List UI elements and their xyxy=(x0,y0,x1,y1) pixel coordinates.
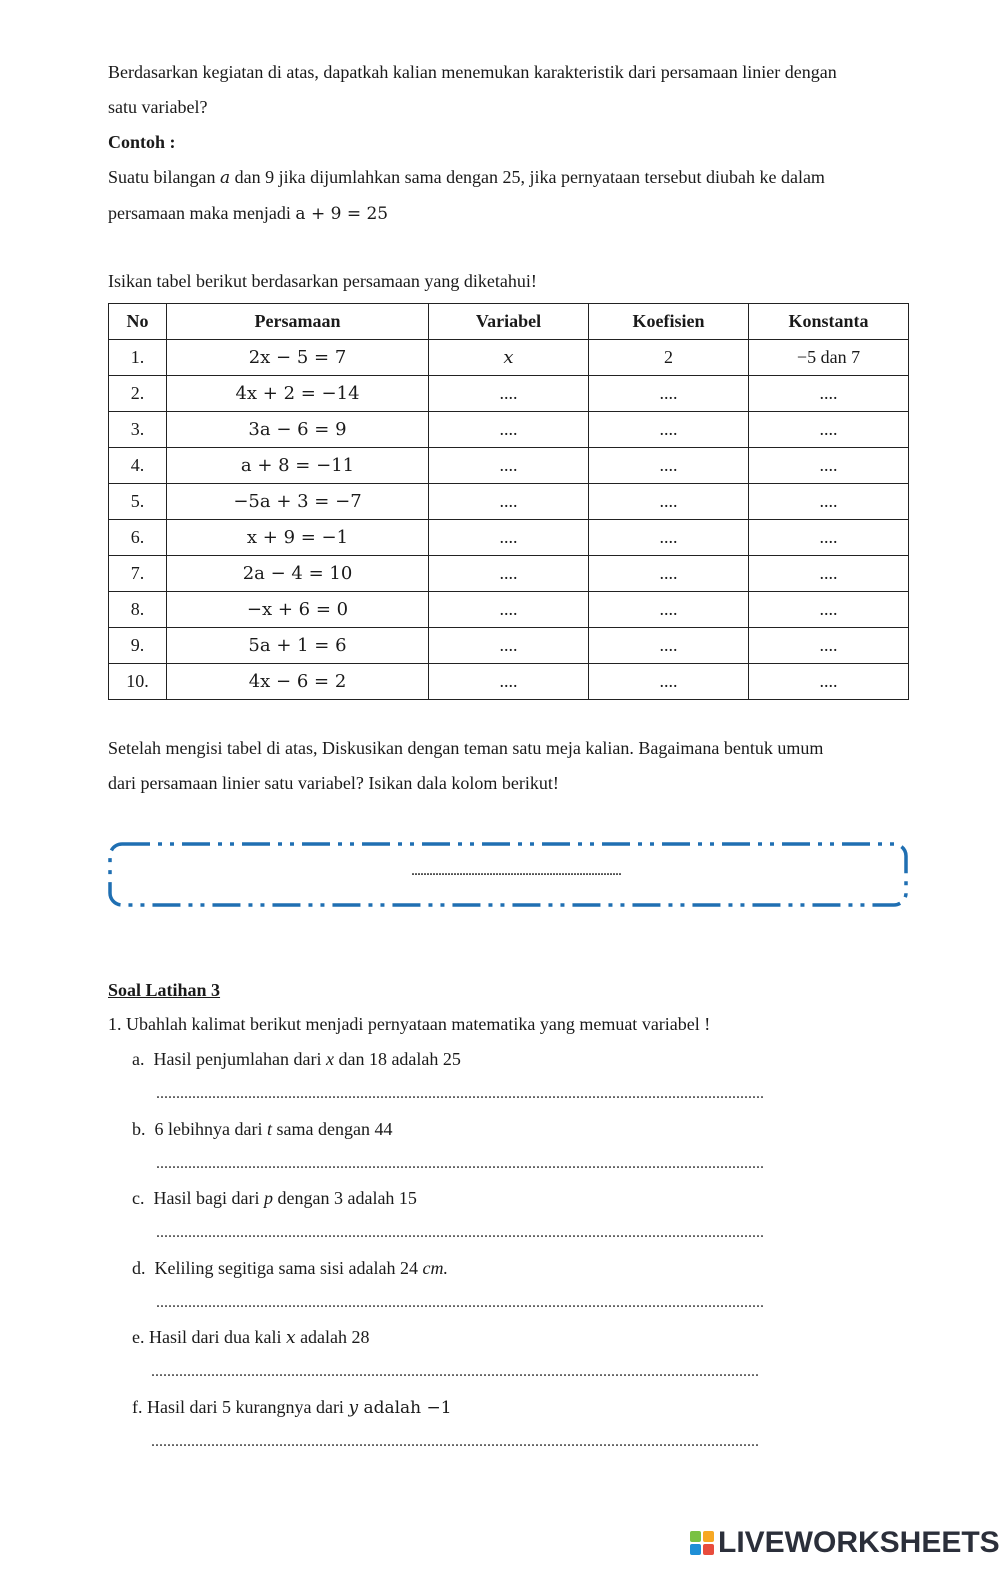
cell-equation: 4x − 6 = 2 xyxy=(167,664,429,700)
exercise-item-c xyxy=(132,1188,417,1209)
answer-line-a[interactable]: ........................................................................................................................................................ xyxy=(156,1085,764,1102)
cell-variable-input[interactable]: .... xyxy=(429,556,589,592)
exercise-item-d xyxy=(132,1258,448,1279)
cell-constant-input[interactable]: .... xyxy=(749,592,909,628)
cell-variable-input[interactable]: .... xyxy=(429,412,589,448)
table-row xyxy=(109,664,909,700)
liveworksheets-logo xyxy=(690,1526,1000,1560)
logo-text: LIVEWORKSHEETS xyxy=(718,1526,1000,1559)
cell-coefficient: 2 xyxy=(589,340,749,376)
exercise-item-a xyxy=(132,1049,461,1070)
exercise-item-f xyxy=(132,1397,452,1418)
cell-variable-input[interactable]: .... xyxy=(429,664,589,700)
item-variable: cm. xyxy=(422,1258,448,1278)
cell-equation: 3a − 6 = 9 xyxy=(167,412,429,448)
answer-line-d[interactable]: ........................................................................................................................................................ xyxy=(156,1294,764,1311)
item-letter: d. xyxy=(132,1258,146,1278)
cell-equation: a + 8 = −11 xyxy=(167,448,429,484)
contoh-line-1 xyxy=(108,160,938,196)
logo-block xyxy=(690,1531,701,1542)
cell-constant: −5 dan 7 xyxy=(749,340,909,376)
cell-no: 3. xyxy=(109,412,167,448)
table-row xyxy=(109,376,909,412)
cell-constant-input[interactable]: .... xyxy=(749,628,909,664)
cell-coefficient-input[interactable]: .... xyxy=(589,412,749,448)
contoh-text-b: dan 9 jika dijumlahkan sama dengan 25, jika pernyataan tersebut diubah ke dalam xyxy=(230,167,825,187)
item-letter: f. xyxy=(132,1397,143,1417)
cell-variable: x xyxy=(429,340,589,376)
contoh-variable: a xyxy=(219,168,231,188)
cell-coefficient-input[interactable]: .... xyxy=(589,628,749,664)
cell-variable-input[interactable]: .... xyxy=(429,448,589,484)
contoh-equation: a + 9 = 25 xyxy=(295,204,389,224)
exercise-question-1: 1. Ubahlah kalimat berikut menjadi pernyataan matematika yang memuat variabel ! xyxy=(108,1014,711,1034)
item-text: Hasil dari 5 kurangnya dari xyxy=(147,1397,349,1417)
item-letter: e. xyxy=(132,1327,145,1347)
discussion-paragraph xyxy=(108,731,938,801)
header-konstanta: Konstanta xyxy=(749,304,909,340)
cell-no: 8. xyxy=(109,592,167,628)
intro-paragraph xyxy=(108,55,938,125)
item-text: dengan 3 adalah 15 xyxy=(272,1188,417,1208)
item-text: Hasil dari dua kali xyxy=(149,1327,286,1347)
item-text: adalah −1 xyxy=(358,1398,452,1418)
item-text: 6 lebihnya dari xyxy=(154,1119,267,1139)
item-text: Hasil penjumlahan dari xyxy=(153,1049,326,1069)
cell-equation: 4x + 2 = −14 xyxy=(167,376,429,412)
header-no: No xyxy=(109,304,167,340)
cell-coefficient-input[interactable]: .... xyxy=(589,556,749,592)
answer-line-c[interactable]: ........................................................................................................................................................ xyxy=(156,1224,764,1241)
item-letter: b. xyxy=(132,1119,146,1139)
cell-constant-input[interactable]: .... xyxy=(749,376,909,412)
cell-coefficient-input[interactable]: .... xyxy=(589,592,749,628)
item-variable: x xyxy=(325,1049,334,1069)
cell-coefficient-input[interactable]: .... xyxy=(589,484,749,520)
cell-constant-input[interactable]: .... xyxy=(749,412,909,448)
answer-line-b[interactable]: ........................................................................................................................................................ xyxy=(156,1155,764,1172)
item-letter: a. xyxy=(132,1049,145,1069)
item-variable: t xyxy=(266,1119,272,1139)
cell-constant-input[interactable]: .... xyxy=(749,520,909,556)
item-variable: x xyxy=(285,1328,296,1348)
table-row xyxy=(109,628,909,664)
cell-no: 4. xyxy=(109,448,167,484)
cell-equation: 2a − 4 = 10 xyxy=(167,556,429,592)
item-letter: c. xyxy=(132,1188,145,1208)
equation-table xyxy=(108,303,909,700)
discussion-line-1: Setelah mengisi tabel di atas, Diskusikan dengan teman satu meja kalian. Bagaimana bentuk umum xyxy=(108,738,824,758)
item-variable: p xyxy=(263,1188,273,1208)
cell-variable-input[interactable]: .... xyxy=(429,520,589,556)
cell-no: 1. xyxy=(109,340,167,376)
cell-constant-input[interactable]: .... xyxy=(749,664,909,700)
cell-equation: x + 9 = −1 xyxy=(167,520,429,556)
exercise-item-b xyxy=(132,1119,392,1140)
table-row xyxy=(109,340,909,376)
cell-no: 2. xyxy=(109,376,167,412)
cell-constant-input[interactable]: .... xyxy=(749,484,909,520)
cell-variable-input[interactable]: .... xyxy=(429,484,589,520)
cell-equation: −x + 6 = 0 xyxy=(167,592,429,628)
logo-blocks-icon xyxy=(690,1531,714,1555)
general-form-answer-input[interactable]: ...................................................................... xyxy=(411,862,621,879)
table-row xyxy=(109,412,909,448)
table-header-row xyxy=(109,304,909,340)
cell-equation: −5a + 3 = −7 xyxy=(167,484,429,520)
table-row xyxy=(109,484,909,520)
item-text: adalah 28 xyxy=(295,1327,370,1347)
contoh-heading: Contoh : xyxy=(108,132,176,152)
item-variable: y xyxy=(348,1398,359,1418)
logo-block xyxy=(690,1544,701,1555)
item-text: sama dengan 44 xyxy=(271,1119,393,1139)
logo-block xyxy=(703,1531,714,1542)
table-row xyxy=(109,556,909,592)
item-text: dan 18 adalah 25 xyxy=(333,1049,461,1069)
cell-coefficient-input[interactable]: .... xyxy=(589,376,749,412)
cell-no: 10. xyxy=(109,664,167,700)
cell-no: 9. xyxy=(109,628,167,664)
cell-variable-input[interactable]: .... xyxy=(429,592,589,628)
answer-line-e[interactable]: ........................................................................................................................................................ xyxy=(151,1363,759,1380)
item-text: Hasil bagi dari xyxy=(153,1188,264,1208)
cell-no: 5. xyxy=(109,484,167,520)
cell-constant-input[interactable]: .... xyxy=(749,556,909,592)
answer-line-f[interactable]: ........................................................................................................................................................ xyxy=(151,1433,759,1450)
cell-equation: 2x − 5 = 7 xyxy=(167,340,429,376)
exercise-title: Soal Latihan 3 xyxy=(108,980,221,1000)
contoh-paragraph xyxy=(108,160,938,232)
item-text: Keliling segitiga sama sisi adalah 24 xyxy=(154,1258,423,1278)
contoh-line-2 xyxy=(108,196,938,232)
discussion-line-2: dari persamaan linier satu variabel? Isikan dala kolom berikut! xyxy=(108,773,559,793)
exercise-item-e xyxy=(132,1327,370,1348)
cell-coefficient-input[interactable]: .... xyxy=(589,664,749,700)
cell-constant-input[interactable]: .... xyxy=(749,448,909,484)
intro-line-1: Berdasarkan kegiatan di atas, dapatkah kalian menemukan karakteristik dari persamaan linier dengan xyxy=(108,62,837,82)
table-row xyxy=(109,520,909,556)
table-row xyxy=(109,448,909,484)
cell-equation: 5a + 1 = 6 xyxy=(167,628,429,664)
header-variabel: Variabel xyxy=(429,304,589,340)
header-persamaan: Persamaan xyxy=(167,304,429,340)
cell-no: 6. xyxy=(109,520,167,556)
cell-no: 7. xyxy=(109,556,167,592)
intro-line-2: satu variabel? xyxy=(108,97,208,117)
cell-variable-input[interactable]: .... xyxy=(429,376,589,412)
cell-variable-input[interactable]: .... xyxy=(429,628,589,664)
contoh-text-c: persamaan maka menjadi xyxy=(108,203,296,223)
logo-block xyxy=(703,1544,714,1555)
cell-coefficient-input[interactable]: .... xyxy=(589,448,749,484)
table-instruction: Isikan tabel berikut berdasarkan persamaan yang diketahui! xyxy=(108,271,537,291)
header-koefisien: Koefisien xyxy=(589,304,749,340)
cell-coefficient-input[interactable]: .... xyxy=(589,520,749,556)
table-row xyxy=(109,592,909,628)
contoh-text-a: Suatu bilangan xyxy=(108,167,220,187)
